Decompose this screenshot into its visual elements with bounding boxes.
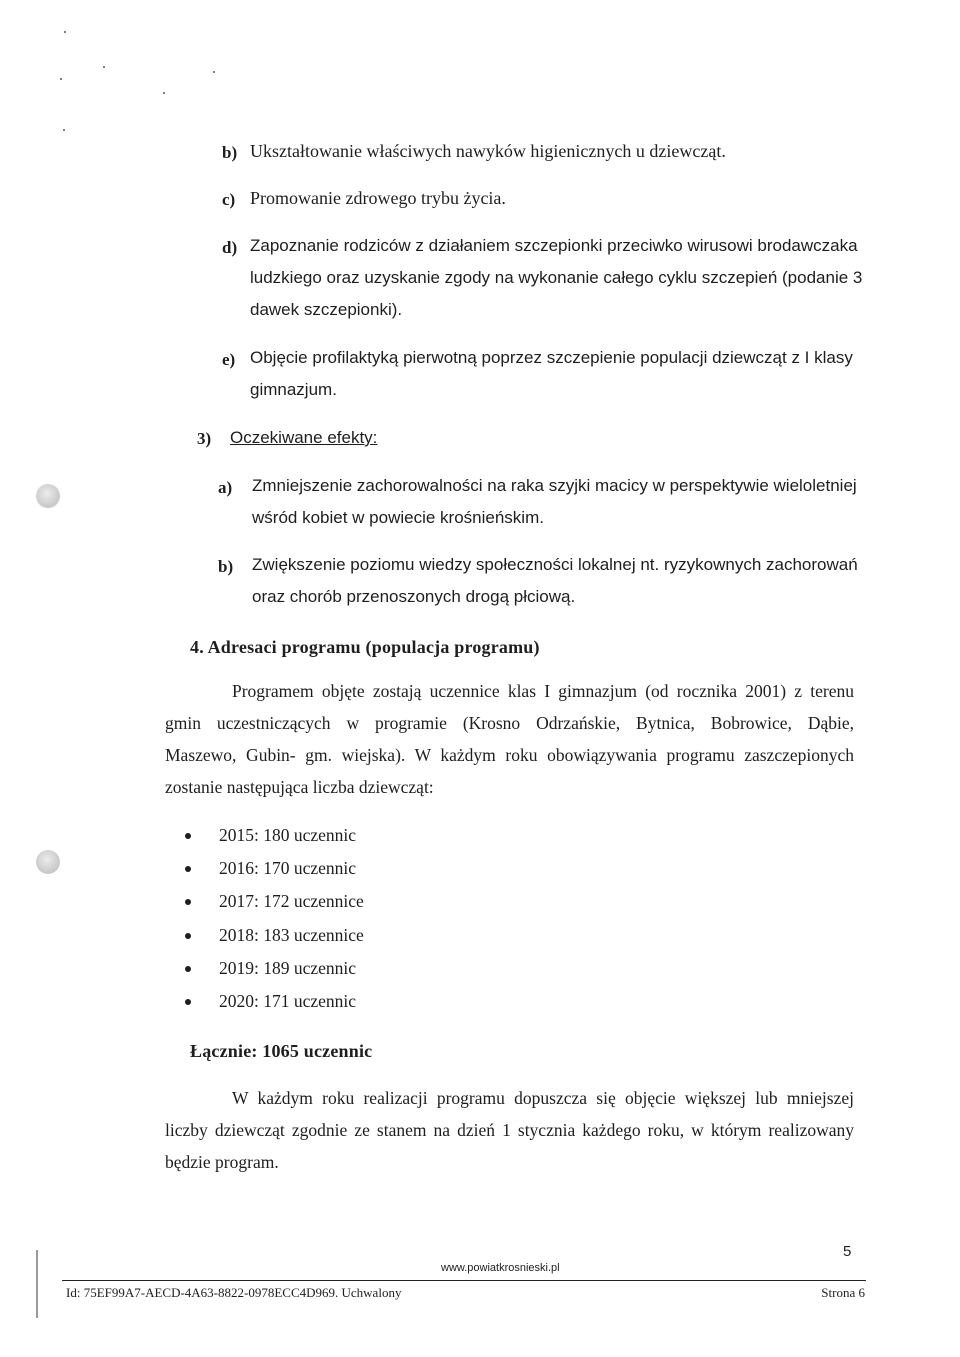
scan-speck — [213, 71, 215, 73]
section-3-item-a-line-1: Zmniejszenie zachorowalności na raka szyjki macicy w perspektywie wieloletniej — [252, 476, 857, 495]
document-id: Id: 75EF99A7-AECD-4A63-8822-0978ECC4D969. Uchwalony — [66, 1285, 402, 1300]
item-d-line-1: Zapoznanie rodziców z działaniem szczepionki przeciwko wirusowi brodawczaka — [250, 236, 858, 255]
item-e-line-1: Objęcie profilaktyką pierwotną poprzez szczepienie populacji dziewcząt z I klasy — [250, 348, 853, 367]
page-label: Strona 6 — [821, 1285, 865, 1300]
scan-speck — [64, 31, 66, 33]
bullet-dot — [185, 833, 191, 839]
closing-para-line-2: liczby dziewcząt zgodnie ze stanem na dzień 1 stycznia każdego roku, w którym realizowany — [165, 1120, 854, 1140]
scan-speck — [63, 129, 65, 131]
section-3-item-b-line-1: Zwiększenie poziomu wiedzy społeczności lokalnej nt. ryzykownych zachorowań — [252, 555, 858, 574]
bullet-dot — [185, 933, 191, 939]
section-4-para-line-4: zostanie następująca liczba dziewcząt: — [165, 777, 434, 797]
scan-speck — [163, 92, 165, 94]
list-item-text: 2017: 172 uczennice — [219, 891, 364, 911]
scan-speck — [60, 78, 62, 80]
bullet-dot — [185, 899, 191, 905]
section-4-para-line-1: Programem objęte zostają uczennice klas I gimnazjum (od rocznika 2001) z terenu — [232, 681, 854, 701]
item-c-letter: c) — [222, 190, 236, 209]
closing-para-line-1: W każdym roku realizacji programu dopuszcza się objęcie większej lub mniejszej — [232, 1088, 854, 1108]
section-3-item-b-letter: b) — [218, 557, 234, 576]
section-3-item-a-line-2: wśród kobiet w powiecie krośnieńskim. — [252, 508, 544, 527]
scan-edge-mark — [36, 1250, 38, 1318]
list-item-text: 2016: 170 uczennic — [219, 858, 357, 878]
bullet-dot — [185, 966, 191, 972]
section-4-heading: 4. Adresaci programu (populacja programu) — [190, 637, 540, 657]
section-4-para-line-2: gmin uczestniczących w programie (Krosno Odrzańskie, Bytnica, Bobrowice, Dąbie, — [165, 713, 854, 733]
item-d-line-3: dawek szczepionki). — [250, 300, 403, 319]
item-e-line-2: gimnazjum. — [250, 380, 337, 399]
item-b-letter: b) — [222, 143, 238, 162]
section-3-number: 3) — [197, 429, 212, 448]
list-item-text: 2018: 183 uczennice — [219, 925, 364, 945]
footer-divider — [62, 1280, 866, 1281]
bullet-dot — [185, 999, 191, 1005]
total-count: Łącznie: 1065 uczennic — [190, 1041, 373, 1061]
page-number: 5 — [843, 1243, 852, 1260]
section-3-item-a-letter: a) — [218, 478, 233, 497]
item-c-text: Promowanie zdrowego trybu życia. — [250, 188, 506, 208]
scan-speck — [103, 66, 105, 68]
footer-url: www.powiatkrosnieski.pl — [441, 1262, 560, 1274]
item-d-line-2: ludzkiego oraz uzyskanie zgody na wykonanie całego cyklu szczepień (podanie 3 — [250, 268, 863, 287]
list-item-text: 2019: 189 uczennic — [219, 958, 357, 978]
list-item-text: 2020: 171 uczennic — [219, 991, 357, 1011]
punch-hole-bottom — [36, 850, 60, 874]
item-b-text: Ukształtowanie właściwych nawyków higienicznych u dziewcząt. — [250, 141, 726, 161]
section-3-title: Oczekiwane efekty: — [230, 428, 378, 447]
bullet-dot — [185, 866, 191, 872]
item-d-letter: d) — [222, 238, 238, 257]
section-4-para-line-3: Maszewo, Gubin- gm. wiejska). W każdym roku obowiązywania programu zaszczepionych — [165, 745, 854, 765]
punch-hole-top — [36, 484, 60, 508]
list-item-text: 2015: 180 uczennic — [219, 825, 357, 845]
closing-para-line-3: będzie program. — [165, 1152, 279, 1172]
section-3-item-b-line-2: oraz chorób przenoszonych drogą płciową. — [252, 587, 576, 606]
item-e-letter: e) — [222, 350, 236, 369]
